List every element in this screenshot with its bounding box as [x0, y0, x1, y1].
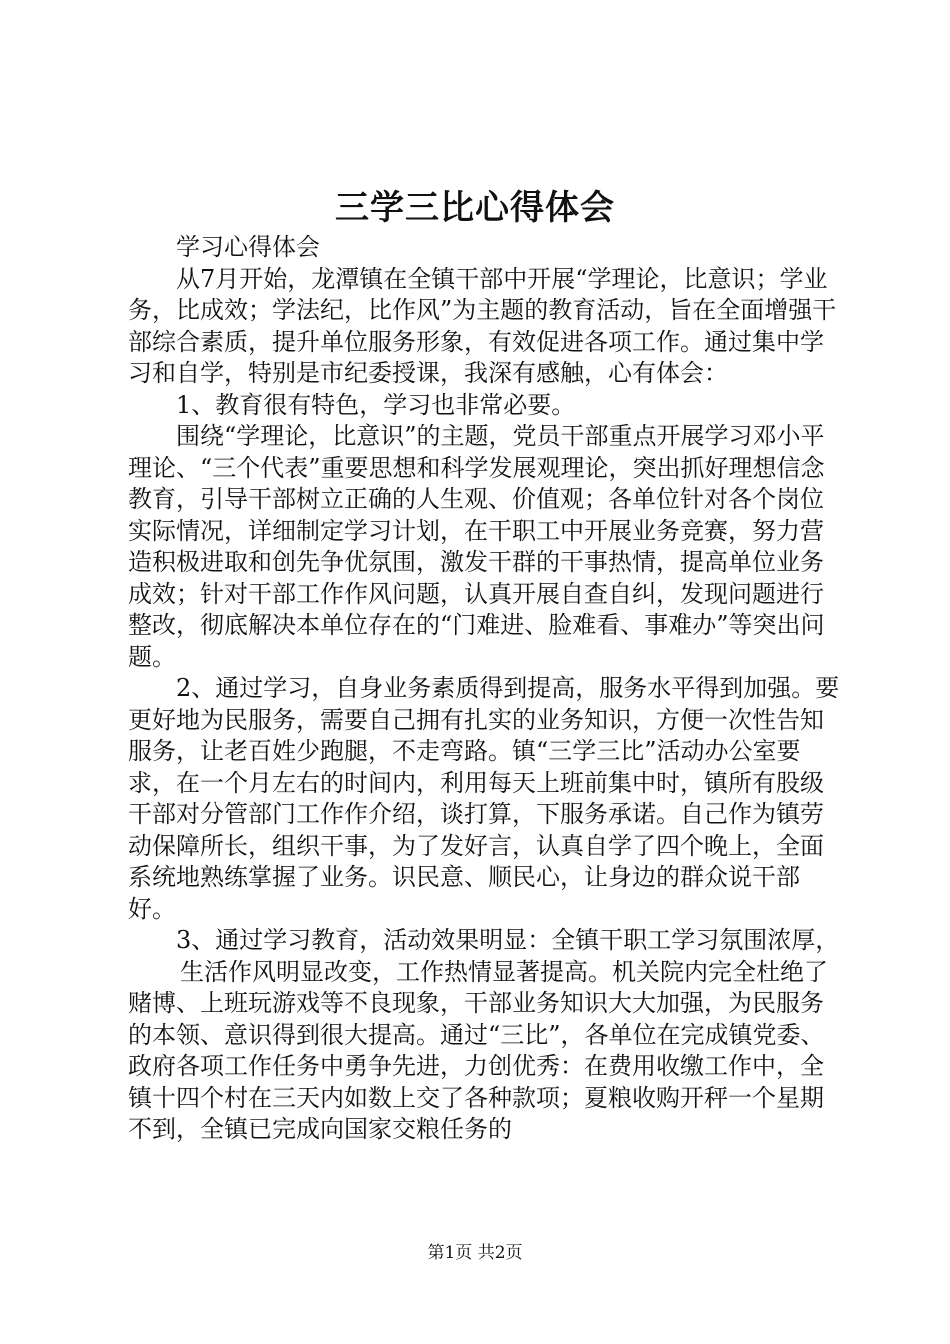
paragraph-intro: 从7月开始，龙潭镇在全镇干部中开展“学理论，比意识；学业务，比成效；学法纪，比作风”为主题的教育活动，旨在全面增强干部综合素质，提升单位服务形象，有效促进各项工作。通过集中学习和自学，特别是市纪委授课，我深有感触，心有体会：: [128, 264, 837, 387]
document-body: [128, 232, 843, 1146]
page-number-footer: 第1页 共2页: [427, 1243, 523, 1263]
paragraph-point-2: 2、通过学习，自身业务素质得到提高，服务水平得到加强。要更好地为民服务，需要自己拥有扎实的业务知识，方便一次性告知服务，让老百姓少跑腿，不走弯路。镇“三学三比”活动办公室要求，在一个月左右的时间内，利用每天上班前集中时，镇所有股级干部对分管部门工作作介绍，谈打算，下服务承诺。自己作为镇劳动保障所长，组织干事，为了发好言，认真自学了四个晚上，全面系统地熟练掌握了业务。识民意、顺民心，让身边的群众说干部好。: [128, 674, 840, 923]
paragraph-point-3: 3、通过学习教育，活动效果明显：全镇干职工学习氛围浓厚，: [176, 926, 840, 954]
paragraph-subtitle: 学习心得体会: [176, 233, 320, 261]
paragraph-point-1: 1、教育很有特色，学习也非常必要。: [176, 390, 576, 419]
document-title: 三学三比心得体会: [335, 188, 615, 228]
paragraph-point-1-detail: 围绕“学理论，比意识”的主题，党员干部重点开展学习邓小平理论、“三个代表”重要思想和科学发展观理论，突出抓好理想信念教育，引导干部树立正确的人生观、价值观；各单位针对各个岗位实际情况，详细制定学习计划，在干职工中开展业务竞赛，努力营造积极进取和创先争优氛围，激发干群的干事热情，提高单位业务成效；针对干部工作作风问题，认真开展自查自纠，发现问题进行整改，彻底解决本单位存在的“门难进、脸难看、事难办”等突出问题。: [128, 422, 825, 671]
paragraph-point-3-detail: 生活作风明显改变，工作热情显著提高。机关院内完全杜绝了赌博、上班玩游戏等不良现象，干部业务知识大大加强，为民服务的本领、意识得到很大提高。通过“三比”，各单位在完成镇党委、政府各项工作任务中勇争先进，力创优秀：在费用收缴工作中，全镇十四个村在三天内如数上交了各种款项；夏粮收购开秤一个星期不到，全镇已完成向国家交粮任务的: [128, 957, 828, 1143]
